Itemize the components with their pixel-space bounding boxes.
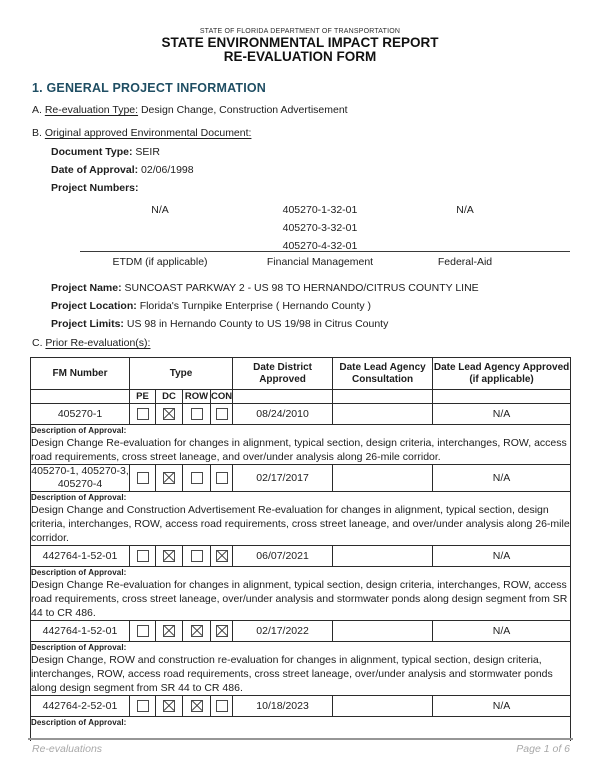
description-text: Design Change Re-evaluation for changes in alignment, typical section, design criteria, interchanges, ROW, access road requirements, cross street laneage, and over/under analysis along 26-mile corridor. [31, 437, 567, 463]
project-limits-value: US 98 in Hernando County to US 19/98 in Citrus County [126, 318, 389, 330]
fm-number-cell: 405270-1 [31, 404, 130, 425]
table-row [31, 696, 571, 717]
dc-checkbox[interactable] [163, 550, 175, 562]
item-b-label: Original approved Environmental Document: [44, 127, 252, 139]
subheader-empty [433, 390, 571, 404]
table-header-row-1 [31, 358, 571, 390]
document-title-line1: STATE ENVIRONMENTAL IMPACT REPORT [161, 35, 439, 50]
project-location-label: Project Location: [51, 300, 137, 312]
con-checkbox[interactable] [216, 700, 228, 712]
subheader-empty [333, 390, 433, 404]
lead-approved-cell: N/A [433, 546, 571, 567]
date-of-approval-line [51, 165, 570, 176]
dc-checkbox-cell [156, 465, 183, 492]
lead-consultation-cell [333, 621, 433, 642]
item-c-label: Prior Re-evaluation(s): [45, 337, 151, 349]
subheader-row: ROW [183, 390, 211, 404]
con-checkbox-cell [211, 404, 233, 425]
original-document-fields [51, 147, 570, 194]
col-header-date-lead-agency-approved: Date Lead Agency Approved (if applicable) [433, 358, 571, 390]
subheader-empty [233, 390, 333, 404]
document-type-line [51, 147, 570, 158]
document-title-line2: RE-EVALUATION FORM [223, 49, 377, 64]
row-checkbox[interactable] [191, 472, 203, 484]
financial-management-column [240, 201, 400, 255]
dc-checkbox[interactable] [163, 700, 175, 712]
pe-checkbox-cell [130, 546, 156, 567]
fm-number-cell: 442764-2-52-01 [31, 696, 130, 717]
federal-aid-column [390, 201, 540, 219]
footer-rule [28, 738, 573, 740]
pe-checkbox[interactable] [137, 625, 149, 637]
description-row [31, 642, 571, 696]
con-checkbox[interactable] [216, 625, 228, 637]
project-location-line [51, 301, 570, 312]
table-row [31, 621, 571, 642]
dc-checkbox-cell [156, 404, 183, 425]
project-numbers-rule [80, 251, 570, 252]
table-row [31, 465, 571, 492]
col-header-fm-number: FM Number [31, 358, 130, 390]
dc-checkbox[interactable] [163, 408, 175, 420]
con-checkbox-cell [211, 621, 233, 642]
fm-number-value: 405270-4-32-01 [282, 240, 358, 252]
federal-aid-value: N/A [456, 204, 474, 216]
description-label: Description of Approval: [31, 643, 127, 652]
federal-aid-caption: Federal-Aid [437, 256, 493, 268]
pe-checkbox[interactable] [137, 408, 149, 420]
row-checkbox[interactable] [191, 625, 203, 637]
project-name-line [51, 283, 570, 294]
date-of-approval-label: Date of Approval: [51, 164, 139, 176]
col-header-date-district-approved: Date District Approved [233, 358, 333, 390]
pe-checkbox[interactable] [137, 550, 149, 562]
row-checkbox-cell [183, 404, 211, 425]
dc-checkbox-cell [156, 621, 183, 642]
item-c-prefix: C. [32, 337, 43, 349]
table-row [31, 404, 571, 425]
dc-checkbox-cell [156, 696, 183, 717]
lead-consultation-cell [333, 465, 433, 492]
footer-page-number: Page 1 of 6 [516, 743, 570, 755]
pe-checkbox[interactable] [137, 472, 149, 484]
description-row [31, 492, 571, 546]
col-header-date-lead-agency-consultation: Date Lead Agency Consultation [333, 358, 433, 390]
con-checkbox-cell [211, 696, 233, 717]
lead-consultation-cell [333, 696, 433, 717]
description-text: Design Change and Construction Advertisement Re-evaluation for changes in alignment, typical section, design criteria, interchanges, ROW, access road requirements, cross street laneage, and over/under analysis along 26-mile corridor. [31, 504, 570, 544]
pe-checkbox[interactable] [137, 700, 149, 712]
description-cell [31, 567, 571, 621]
document-type-label: Document Type: [51, 146, 133, 158]
row-checkbox-cell [183, 546, 211, 567]
project-limits-label: Project Limits: [51, 318, 124, 330]
dc-checkbox[interactable] [163, 472, 175, 484]
table-header-row-2 [31, 390, 571, 404]
subheader-empty [31, 390, 130, 404]
row-checkbox-cell [183, 696, 211, 717]
table-row [31, 546, 571, 567]
description-text: Design Change, ROW and construction re-evaluation for changes in alignment, typical section, design criteria, interchanges, ROW, access road requirements, cross street laneage, over/under analysis and stormwater ponds along design segment from SR 44 to CR 486. [31, 654, 553, 694]
lead-consultation-cell [333, 546, 433, 567]
lead-approved-cell: N/A [433, 696, 571, 717]
pe-checkbox-cell [130, 621, 156, 642]
footer-section-label: Re-evaluations [32, 743, 103, 755]
description-label: Description of Approval: [31, 718, 127, 727]
con-checkbox-cell [211, 465, 233, 492]
lead-consultation-cell [333, 404, 433, 425]
con-checkbox[interactable] [216, 472, 228, 484]
item-b-prefix: B. [32, 127, 42, 139]
row-checkbox[interactable] [191, 408, 203, 420]
project-limits-line [51, 319, 570, 330]
fm-number-value: 405270-3-32-01 [282, 222, 358, 234]
item-b-line [32, 127, 570, 139]
dc-checkbox[interactable] [163, 625, 175, 637]
financial-management-caption: Financial Management [266, 256, 374, 268]
item-a-line [32, 104, 570, 116]
item-a-prefix: A. [32, 104, 42, 116]
con-checkbox[interactable] [216, 408, 228, 420]
project-numbers-line [51, 183, 570, 194]
etdm-value: N/A [151, 204, 169, 216]
project-numbers-label: Project Numbers: [51, 182, 139, 194]
prior-re-evaluations-table [30, 357, 571, 741]
etdm-column [80, 201, 240, 219]
subheader-pe: PE [130, 390, 156, 404]
etdm-caption: ETDM (if applicable) [112, 256, 208, 268]
section-1-heading: 1. GENERAL PROJECT INFORMATION [32, 81, 267, 95]
item-c-line [32, 337, 570, 349]
description-row [31, 567, 571, 621]
lead-approved-cell: N/A [433, 465, 571, 492]
district-approved-cell: 02/17/2022 [233, 621, 333, 642]
fm-number-cell: 442764-1-52-01 [31, 621, 130, 642]
district-approved-cell: 06/07/2021 [233, 546, 333, 567]
project-name-label: Project Name: [51, 282, 122, 294]
row-checkbox-cell [183, 465, 211, 492]
pe-checkbox-cell [130, 465, 156, 492]
district-approved-cell: 10/18/2023 [233, 696, 333, 717]
description-label: Description of Approval: [31, 426, 127, 435]
document-type-value: SEIR [135, 146, 160, 158]
lead-approved-cell: N/A [433, 621, 571, 642]
description-cell [31, 425, 571, 465]
subheader-con: CON [211, 390, 233, 402]
description-row [31, 425, 571, 465]
row-checkbox-cell [183, 621, 211, 642]
pe-checkbox-cell [130, 696, 156, 717]
description-label: Description of Approval: [31, 568, 127, 577]
subheader-dc: DC [156, 390, 183, 404]
project-numbers-block [30, 201, 570, 273]
district-approved-cell: 02/17/2017 [233, 465, 333, 492]
description-cell [31, 492, 571, 546]
item-a-value: Design Change, Construction Advertisement [140, 104, 348, 116]
project-detail-fields [51, 283, 570, 330]
description-cell [31, 642, 571, 696]
fm-number-cell: 442764-1-52-01 [31, 546, 130, 567]
dc-checkbox-cell [156, 546, 183, 567]
fm-number-value: 405270-1-32-01 [282, 204, 358, 216]
con-checkbox-cell [211, 546, 233, 567]
lead-approved-cell: N/A [433, 404, 571, 425]
agency-line: STATE OF FLORIDA DEPARTMENT OF TRANSPORTATION [199, 28, 401, 35]
date-of-approval-value: 02/06/1998 [141, 164, 194, 176]
project-name-value: SUNCOAST PARKWAY 2 - US 98 TO HERNANDO/CITRUS COUNTY LINE [124, 282, 479, 294]
description-text: Design Change Re-evaluation for changes in alignment, typical section, design criteria, interchanges, ROW, access road requirements, cross street laneage, over/under analysis and stormwater ponds along design segment from SR 44 to CR 486. [31, 579, 568, 619]
row-checkbox[interactable] [191, 700, 203, 712]
con-checkbox[interactable] [216, 550, 228, 562]
col-header-type: Type [130, 358, 233, 390]
fm-number-cell: 405270-1, 405270-3, 405270-4 [31, 465, 129, 490]
document-header [0, 0, 600, 64]
district-approved-cell: 08/24/2010 [233, 404, 333, 425]
project-location-value: Florida's Turnpike Enterprise ( Hernando County ) [139, 300, 372, 312]
description-label: Description of Approval: [31, 493, 127, 502]
item-a-label: Re-evaluation Type: [44, 104, 139, 116]
pe-checkbox-cell [130, 404, 156, 425]
row-checkbox[interactable] [191, 550, 203, 562]
